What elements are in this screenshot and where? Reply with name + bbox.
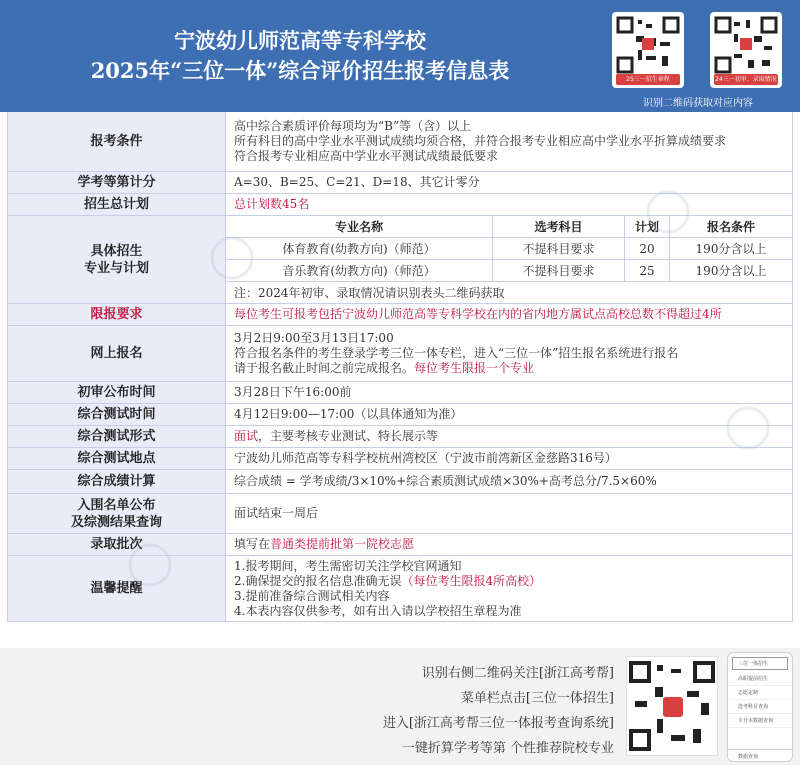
value-test-place: 宁波幼儿师范高等专科学校杭州湾校区（宁波市前湾新区金慈路316号） (234, 451, 617, 465)
row-total-plan (8, 194, 792, 216)
row-score-calc (8, 470, 792, 494)
title-block (0, 26, 600, 86)
online-line: 3月2日9:00至3月13日17:00 (234, 331, 394, 345)
label-test-place: 综合测试地点 (8, 448, 226, 469)
online-line: 符合报名条件的考生登录学考三位一体专栏，进入“三位一体”招生报名系统进行报名 (234, 346, 679, 360)
label-requirements: 报考条件 (8, 112, 226, 171)
row-grading (8, 172, 792, 194)
table-row (226, 238, 792, 260)
tip-line2: 2.确保提交的报名信息准确无误 (234, 573, 402, 588)
tip-line2-red: （每位考生限报4所高校） (401, 573, 542, 588)
row-publish (8, 494, 792, 534)
phone-menu-item: 高职提前招生 (728, 672, 792, 686)
phone-menu-preview (727, 652, 793, 762)
footer-line: 一键折算学考等第 个性推荐院校专业 (401, 741, 614, 756)
label-majors (8, 216, 226, 303)
phone-menu-item: 选考科目查询 (728, 700, 792, 714)
cell-plan: 25 (625, 260, 670, 281)
tip-line: 1.报考期间，考生需密切关注学校官网通知 (234, 558, 462, 573)
value-test-form (226, 426, 792, 447)
tip-line: 3.提前准备综合测试相关内容 (234, 588, 390, 603)
value-grading: A=30、B=25、C=21、D=18、其它计零分 (234, 175, 480, 189)
label-publish-line1: 入围名单公布 (77, 497, 156, 513)
value-requirements (226, 112, 792, 171)
value-test-time: 4月12日9:00—17:00（以具体通知为准） (234, 407, 463, 421)
label-majors-line1: 具体招生 (90, 243, 143, 259)
header-subject: 选考科目 (493, 216, 625, 237)
value-batch (226, 534, 792, 555)
qr-note: 识别二维码获取对应内容 (643, 98, 753, 109)
test-form-rest: ，主要考核专业测试、特长展示等 (258, 429, 439, 443)
label-online: 网上报名 (8, 326, 226, 381)
footer-line: 识别右侧二维码关注[浙江高考帮] (421, 666, 614, 681)
row-batch (8, 534, 792, 556)
value-total-plan: 总计划数45名 (234, 197, 310, 211)
label-grading: 学考等第计分 (8, 172, 226, 193)
row-prelim (8, 382, 792, 404)
majors-note: 注：2024年初审、录取情况请识别表头二维码获取 (234, 285, 505, 300)
row-tips (8, 556, 792, 622)
table-row (226, 260, 792, 282)
qr-code-admission-rules[interactable] (612, 12, 684, 88)
cell-major: 音乐教育(幼教方向)（师范） (226, 260, 493, 281)
phone-menu-item: 三位一体招生 (732, 657, 788, 670)
row-majors (8, 216, 792, 304)
phone-menu-item: 志愿定制 (728, 686, 792, 700)
label-test-time: 综合测试时间 (8, 404, 226, 425)
header-banner (0, 0, 800, 112)
qr-caption: 24三一初审、录取情况 (715, 76, 777, 83)
footer-line: 菜单栏点击[三位一体招生] (460, 691, 614, 706)
label-batch: 录取批次 (8, 534, 226, 555)
cell-condition: 190分含以上 (695, 264, 767, 278)
value-online (226, 326, 792, 381)
batch-red: 普通类提前批第一院校志愿 (270, 537, 415, 551)
header-condition: 报名条件 (706, 220, 755, 234)
cell-subject: 不提科目要求 (493, 238, 625, 259)
qr-code-icon (627, 657, 717, 755)
value-publish: 面试结束一周后 (234, 506, 319, 520)
value-limit: 每位考生可报考包括宁波幼儿师范高等专科学校在内的省内地方属试点高校总数不得超过4所 (234, 307, 722, 321)
label-prelim: 初审公布时间 (8, 382, 226, 403)
cell-major: 体育教育(幼教方向)（师范） (226, 238, 493, 259)
row-online-registration (8, 326, 792, 382)
label-publish (8, 494, 226, 533)
online-line (234, 361, 792, 376)
cell-plan: 20 (625, 238, 670, 259)
row-requirements (8, 112, 792, 172)
phone-menu-item: 专升本数据查询 (728, 714, 792, 728)
batch-prefix: 填写在 (234, 537, 271, 551)
label-publish-line2: 及综测结果查询 (70, 514, 162, 530)
header-major-name: 专业名称 (226, 216, 493, 237)
cell-subject: 不提科目要求 (493, 260, 625, 281)
value-score-calc: 综合成绩 = 学考成绩/3×10%+综合素质测试成绩×30%+高考总分/7.5×60% (234, 474, 657, 488)
info-table (7, 112, 793, 622)
row-test-time (8, 404, 792, 426)
requirement-line: 所有科目的高中学业水平测试成绩均须合格，并符合报考专业相应高中学业水平折算成绩要求 (234, 134, 727, 148)
majors-table (226, 216, 792, 303)
qr-code-admission-results[interactable] (710, 12, 782, 88)
majors-header-row (226, 216, 792, 238)
qr-code-icon (616, 16, 680, 74)
value-tips (226, 556, 792, 621)
qr-code-icon (714, 16, 778, 74)
footer-line: 进入[浙江高考帮三位一体报考查询系统] (382, 716, 614, 731)
label-tips: 温馨提醒 (8, 556, 226, 621)
qr-code-wechat[interactable] (626, 656, 718, 756)
online-line3: 请于报名截止时间之前完成报名。 (234, 361, 415, 375)
page-title-line2: 2025年“三位一体”综合评价招生报考信息表 (90, 58, 510, 83)
tip-line: 4.本表内容仅供参考，如有出入请以学校招生章程为准 (234, 603, 522, 618)
requirement-line: 符合报考专业相应高中学业水平测试成绩最低要求 (234, 149, 499, 163)
qr-caption: 25三一招生章程 (616, 74, 680, 85)
label-score-calc: 综合成绩计算 (8, 470, 226, 493)
tip-line (234, 574, 792, 589)
page-title-line1: 宁波幼儿师范高等专科学校 (174, 28, 426, 53)
header-plan: 计划 (625, 216, 670, 237)
row-limit (8, 304, 792, 326)
online-line3-red: 每位考生限报一个专业 (414, 361, 535, 375)
test-form-red: 面试 (234, 429, 259, 443)
row-test-form (8, 426, 792, 448)
requirement-line: 高中综合素质评价每项均为“B”等（含）以上 (234, 119, 472, 133)
label-majors-line2: 专业与计划 (83, 260, 149, 276)
label-test-form: 综合测试形式 (8, 426, 226, 447)
label-total-plan: 招生总计划 (8, 194, 226, 215)
label-limit: 限报要求 (8, 304, 226, 325)
value-prelim: 3月28日下午16:00前 (234, 385, 352, 399)
cell-condition: 190分含以上 (695, 242, 767, 256)
row-test-place (8, 448, 792, 470)
phone-bottom-bar: 数据查询 (728, 749, 792, 761)
